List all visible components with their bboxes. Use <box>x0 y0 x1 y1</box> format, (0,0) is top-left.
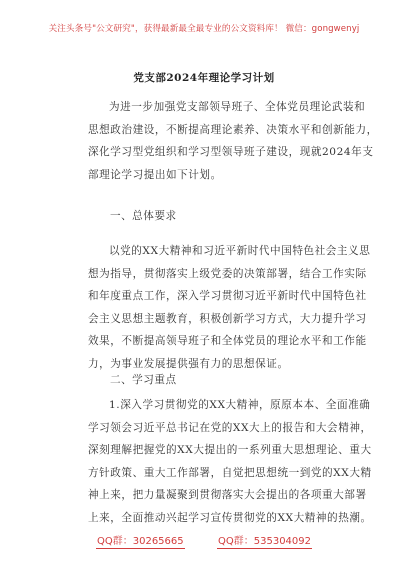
body-line: 深刻理解把握党的XX大提出的一系列重大思想理论、重大 <box>88 444 372 456</box>
qq-group-link-2[interactable]: QQ群：535304092 <box>218 536 312 547</box>
qq-group-link-1[interactable]: QQ群：30265665 <box>96 536 184 547</box>
body-line: 想为指导，贯彻落实上级党委的决策部署，结合工作实际 <box>88 267 367 280</box>
body-line: 1.深入学习贯彻党的XX大精神，原原本本、全面准确 <box>109 399 371 411</box>
body-line: 以党的XX大精神和习近平新时代中国特色社会主义思 <box>109 245 371 257</box>
body-line: 学习领会习近平总书记在党的XX大上的报告和大会精神， <box>88 421 372 434</box>
body-line: 方针政策、重大工作部署，自觉把思想统一到党的XX大精 <box>88 466 372 479</box>
body-line: 和年度重点工作，深入学习贯彻习近平新时代中国特色社 <box>88 290 367 302</box>
document-title: 党支部2024年理论学习计划 <box>133 72 275 84</box>
footer-contact <box>0 536 408 549</box>
section-heading-general: 一、总体要求 <box>110 210 177 222</box>
intro-line: 部理论学习提出如下计划。 <box>88 168 222 181</box>
intro-line: 为进一步加强党支部领导班子、全体党员理论武装和 <box>109 101 366 113</box>
body-line: 上来，全面推动兴起学习宣传贯彻党的XX大精神的热潮。 <box>88 511 372 524</box>
body-line: 会主义思想主题教育，积极创新学习方式，大力提升学习 <box>88 312 367 325</box>
section-heading-focus: 二、学习重点 <box>110 374 177 386</box>
body-line: 效果，不断提高领导班子和全体党员的理论水平和工作能 <box>88 335 367 347</box>
promo-banner: 关注头条号"公文研究"，获得最新最全最专业的公文资料库！ 微信：gongwenyj <box>48 24 360 34</box>
body-line: 神上来，把力量凝聚到贯彻落实大会提出的各项重大部署 <box>88 489 367 501</box>
general-requirements-paragraph <box>88 240 371 375</box>
intro-line: 深化学习型党组织和学习型领导班子建设，现就2024年支 <box>88 146 374 158</box>
intro-line: 思想政治建设，不断提高理论素养、决策水平和创新能力， <box>88 123 378 136</box>
body-line: 力，为事业发展提供强有力的思想保证。 <box>88 357 289 370</box>
intro-paragraph <box>88 96 378 186</box>
study-focus-paragraph <box>88 394 372 529</box>
